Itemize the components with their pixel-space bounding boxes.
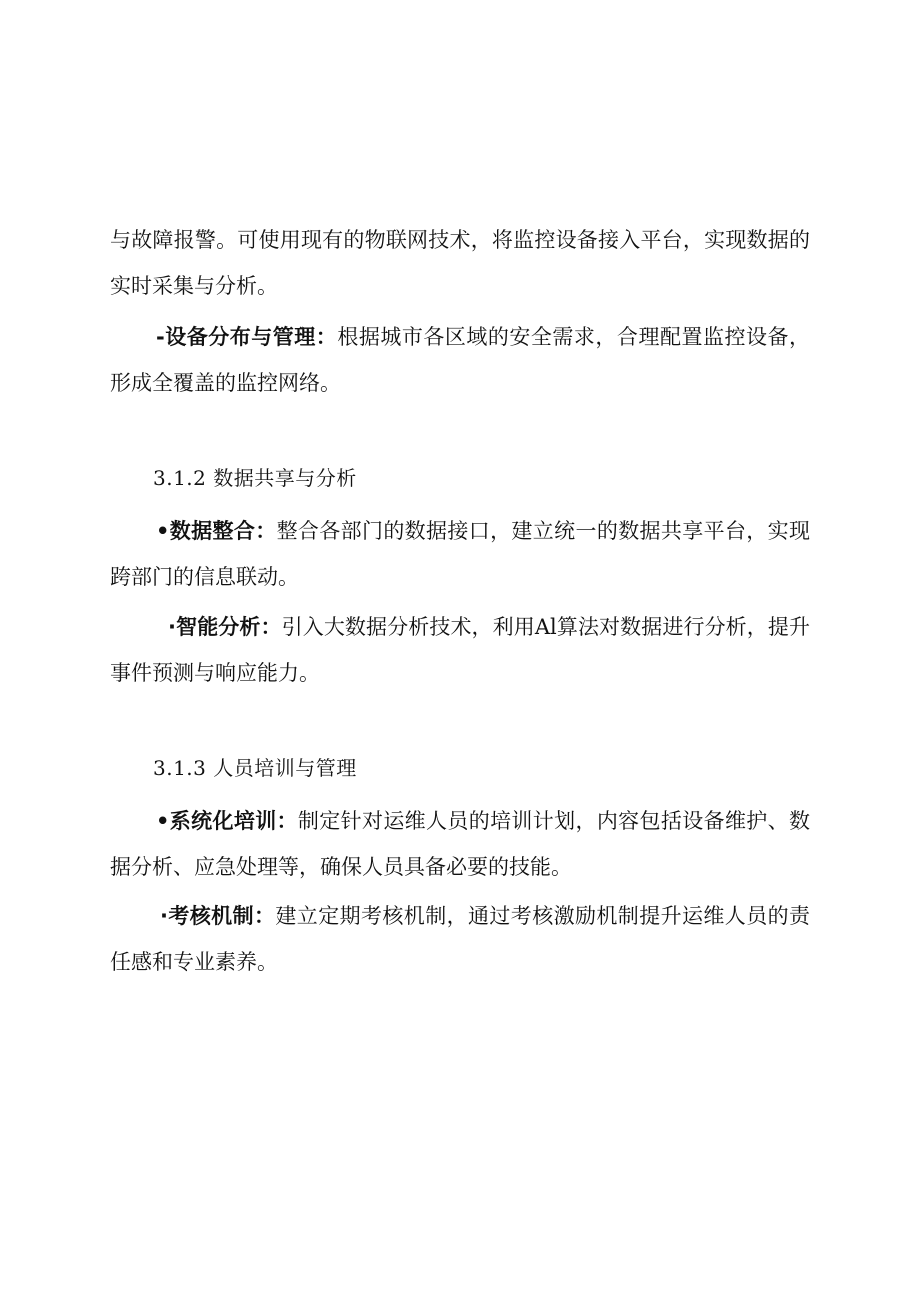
bullet-marker: · [168,615,176,639]
item-label: 系统化培训： [169,809,298,833]
item-text: 建立定期考核机制，通过考核激励机制提升运维人员的责任感和专业素养。 [110,904,811,974]
paragraph-intelligent-analysis [110,604,810,696]
section-heading-3-1-3: 3.1.3 人员培训与管理 [153,756,357,780]
paragraph-text: 与故障报警。可使用现有的物联网技术，将监控设备接入平台，实现数据的实时采集与分析。 [110,228,810,298]
bullet-marker: · [160,904,168,928]
item-text: 整合各部门的数据接口，建立统一的数据共享平台，实现跨部门的信息联动。 [110,519,811,589]
dash-marker: - [156,325,165,349]
item-text: 制定针对运维人员的培训计划，内容包括设备维护、数据分析、应急处理等，确保人员具备必要的技能。 [110,809,811,879]
item-text: 引入大数据分析技术，利用Al算法对数据进行分析，提升事件预测与响应能力。 [110,615,810,685]
item-label: 设备分布与管理： [164,325,338,349]
item-label: 数据整合： [169,519,277,543]
paragraph-systematic-training [110,798,810,890]
paragraph-data-integration [110,508,810,600]
section-heading-3-1-2: 3.1.2 数据共享与分析 [153,466,357,490]
bullet-marker: • [156,809,170,833]
paragraph-monitoring-continuation [110,217,810,309]
item-text: 根据城市各区域的安全需求，合理配置监控设备，形成全覆盖的监控网络。 [110,325,811,395]
paragraph-assessment-mechanism [110,893,810,985]
paragraph-device-distribution [110,314,810,406]
item-label: 智能分析： [175,615,282,639]
item-label: 考核机制： [167,904,276,928]
bullet-marker: • [156,519,170,543]
